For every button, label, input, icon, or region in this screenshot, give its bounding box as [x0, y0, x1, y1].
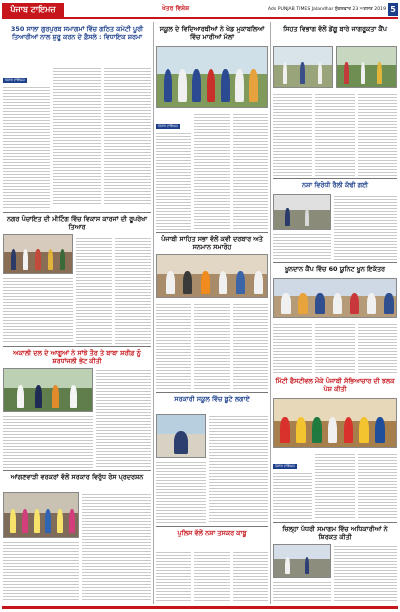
headline: ਸਿਹਤ ਵਿਭਾਗ ਵੱਲੋਂ ਡੇਂਗੂ ਬਾਰੇ ਜਾਗਰੂਕਤਾ ਕੈਂਪ — [283, 25, 387, 33]
story-7 — [156, 394, 268, 414]
news-photo — [156, 46, 268, 108]
story-12 — [273, 376, 397, 398]
article-text — [3, 85, 50, 210]
story-2-body-left — [3, 276, 73, 344]
article-text — [358, 452, 397, 520]
article-text — [115, 236, 151, 344]
article-text — [233, 112, 268, 230]
footer-bar — [2, 606, 398, 609]
news-photo — [273, 278, 397, 318]
headline: ਆਂਗਣਵਾੜੀ ਵਰਕਰਾਂ ਵੱਲੋਂ ਸਰਕਾਰ ਵਿਰੁੱਧ ਰੋਸ ਪ੍ਰਦਰਸ਼ਨ — [10, 473, 144, 481]
story-10 — [273, 180, 397, 194]
article-text — [3, 414, 93, 468]
story-2 — [3, 214, 151, 234]
article-text — [315, 92, 354, 176]
headline: ਮਿੱਟੀ ਫੈਸਟੀਵਲ ਮੌਕੇ ਪੰਜਾਬੀ ਸੱਭਿਆਚਾਰ ਦੀ ਝਲਕ ਪੇਸ਼ ਕੀਤੀ — [275, 377, 395, 393]
story-6 — [156, 234, 268, 254]
story-9-body — [273, 90, 397, 176]
article-text — [156, 460, 206, 524]
story-3 — [3, 348, 151, 368]
story-2-body — [76, 234, 151, 344]
article-text — [194, 112, 229, 230]
article-text — [358, 322, 397, 374]
story-4-body-left — [3, 540, 79, 602]
masthead — [2, 2, 398, 19]
news-photo — [336, 46, 397, 88]
article-text — [96, 368, 151, 468]
headline: ਅਕਾਲੀ ਦਲ ਦੇ ਆਗੂਆਂ ਨੇ ਸਾਂਝੇ ਤੌਰ ਤੇ ਬਾਬਾ ਸ਼ਰੀਫ਼ ਨੂੰ ਸ਼ਰਧਾਂਜਲੀ ਭੇਟ ਕੀਤੀ — [13, 349, 141, 365]
headline: ਖੂਨਦਾਨ ਕੈਂਪ ਵਿੱਚ 60 ਯੂਨਿਟ ਖੂਨ ਇਕੱਤਰ — [284, 265, 386, 273]
news-photo — [3, 234, 73, 274]
page-number: 5 — [388, 3, 398, 16]
article-text — [315, 452, 354, 520]
article-text — [104, 66, 151, 206]
dateline-tag: ਪੰਜਾਬ ਟਾਇਮਜ਼ — [275, 464, 295, 468]
divider — [3, 212, 151, 213]
divider — [3, 346, 151, 347]
story-4-body — [82, 492, 151, 602]
divider — [156, 232, 268, 233]
story-4 — [3, 472, 151, 492]
dateline-tag: ਪੰਜਾਬ ਟਾਇਮਜ਼ — [158, 124, 178, 128]
news-photo — [3, 368, 93, 412]
headline: ਨਸ਼ਾ ਵਿਰੋਧੀ ਰੈਲੀ ਕੱਢੀ ਗਈ — [302, 181, 368, 189]
news-photo — [273, 194, 331, 230]
article-text — [53, 66, 100, 206]
story-lead-body — [3, 64, 151, 210]
article-text — [3, 276, 73, 342]
story-13-body — [334, 544, 397, 602]
article-text — [82, 492, 151, 602]
divider — [3, 470, 151, 471]
story-8 — [156, 528, 268, 548]
article-text — [233, 550, 268, 602]
news-photo — [156, 254, 268, 298]
divider — [156, 526, 268, 527]
dateline: Ads PUNJAB TIMES Jalandhar ਸ਼ੁੱਕਰਵਾਰ 23 ਅਗਸਤ 2019 — [267, 7, 386, 12]
article-text — [156, 550, 191, 602]
story-5 — [156, 24, 268, 44]
story-11 — [273, 264, 397, 278]
article-text — [209, 414, 268, 524]
article-text — [194, 302, 229, 390]
article-text — [156, 302, 191, 390]
article-text — [3, 540, 79, 602]
story-3-body-left — [3, 414, 93, 468]
brand-logo: ਪੰਜਾਬ ਟਾਇਮਜ਼ — [2, 3, 64, 17]
article-text — [273, 580, 331, 602]
divider — [156, 392, 268, 393]
headline: ਜ਼ਿਲ੍ਹਾ ਪੱਧਰੀ ਸਮਾਗਮ ਵਿੱਚ ਅਧਿਕਾਰੀਆਂ ਨੇ ਸ਼ਿਰਕਤ ਕੀਤੀ — [282, 525, 388, 541]
story-12-body — [273, 450, 397, 520]
news-photo — [156, 414, 206, 458]
news-photo — [273, 544, 331, 578]
story-6-body — [156, 300, 268, 390]
headline: ਸਕੂਲ ਦੇ ਵਿਦਿਆਰਥੀਆਂ ਨੇ ਖੇਡ ਮੁਕਾਬਲਿਆਂ ਵਿੱਚ ਮਾਰੀਆਂ ਮੱਲਾਂ — [159, 25, 265, 41]
story-8-body — [156, 548, 268, 602]
news-photo — [273, 398, 397, 448]
article-text — [334, 544, 397, 602]
story-10-body-left — [273, 232, 331, 260]
article-text — [194, 550, 229, 602]
headline: ਪੰਜਾਬੀ ਸਾਹਿਤ ਸਭਾ ਵੱਲੋਂ ਕਵੀ ਦਰਬਾਰ ਅਤੇ ਸਨਮਾਨ ਸਮਾਰੋਹ — [161, 235, 263, 251]
story-13-body-left — [273, 580, 331, 602]
story-lead — [3, 24, 151, 64]
article-text — [233, 302, 268, 390]
section-title: ਖੇਤਰ ਵਿਸ਼ੇਸ਼ — [162, 5, 190, 12]
story-3-body — [96, 368, 151, 468]
story-11-body — [273, 320, 397, 374]
article-text — [273, 471, 312, 520]
news-photo — [3, 492, 79, 538]
article-text — [273, 232, 331, 260]
headline: ਸਰਕਾਰੀ ਸਕੂਲ ਵਿੱਚ ਬੂਟੇ ਲਗਾਏ — [174, 395, 250, 403]
article-text — [76, 236, 112, 344]
article-text — [358, 92, 397, 176]
dateline-tag: ਪੰਜਾਬ ਟਾਇਮਜ਼ — [5, 78, 25, 82]
divider — [273, 178, 397, 179]
divider — [273, 522, 397, 523]
story-10-body — [334, 194, 397, 260]
story-13 — [273, 524, 397, 544]
article-text — [156, 131, 191, 230]
headline: ਨਗਰ ਪੰਚਾਇਤ ਦੀ ਮੀਟਿੰਗ ਵਿੱਚ ਵਿਕਾਸ ਕਾਰਜਾਂ ਦੀ ਰੂਪਰੇਖਾ ਤਿਆਰ — [6, 215, 148, 231]
column-rule — [153, 22, 154, 604]
column-rule — [270, 22, 271, 604]
divider — [273, 262, 397, 263]
headline: 350 ਸਾਲਾ ਗੁਰਪੁਰਬ ਸਮਾਗਮਾਂ ਵਿੱਚ ਗਠਿਤ ਕਮੇਟੀ ਪੂਰੀ ਤਿਆਰੀਆਂ ਨਾਲ ਸ਼ੁਰੂ ਕਰਨ ਦੇ ਫ਼ੈਸਲੇ : ਵਿਧਾਇਕ ਸ਼ਰਮਾ — [10, 25, 144, 41]
article-text — [273, 92, 312, 176]
headline: ਪੁਲਿਸ ਵੱਲੋਂ ਨਸ਼ਾ ਤਸਕਰ ਕਾਬੂ — [177, 529, 247, 537]
article-text — [273, 322, 312, 374]
news-photo — [273, 46, 333, 88]
article-text — [315, 322, 354, 374]
story-7-body — [209, 414, 268, 524]
story-9 — [273, 24, 397, 44]
article-text — [334, 194, 397, 260]
story-7-body-left — [156, 460, 206, 524]
story-5-body — [156, 110, 268, 230]
